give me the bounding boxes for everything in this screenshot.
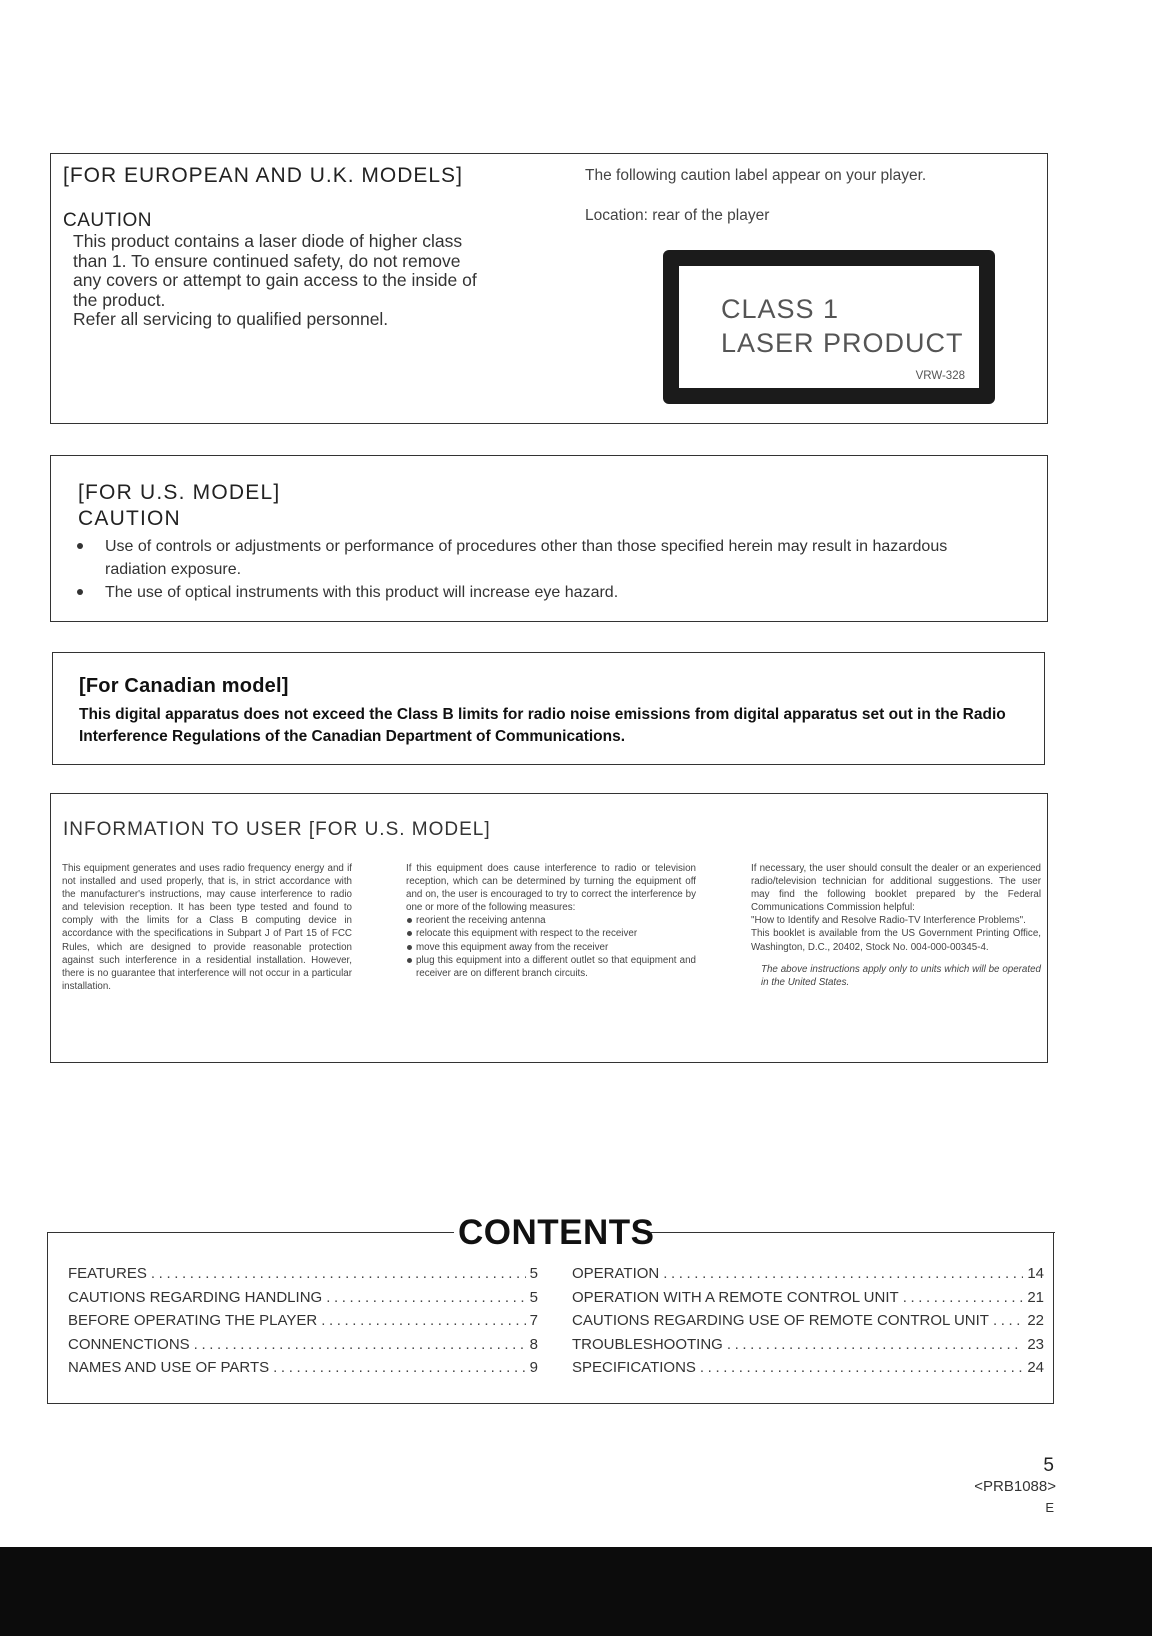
toc-entry[interactable]	[572, 1286, 1044, 1310]
us-caution-item-text: Use of controls or adjustments or performance of procedures other than those specified herein may result in hazardous radiation exposure.	[105, 538, 948, 578]
toc-entry-page: 21	[1027, 1288, 1044, 1306]
label-note: The following caution label appear on your player.	[585, 167, 927, 184]
info-column-1	[62, 862, 352, 993]
toc-entry-page: 24	[1027, 1359, 1044, 1376]
measure-item: move this equipment away from the receiver	[406, 941, 696, 954]
canadian-notice-text: This digital apparatus does not exceed the Class B limits for radio noise emissions from digital apparatus set out in the Radio Interference Regulations of the Canadian Department of Communications.	[79, 706, 1006, 745]
us-caution-item	[77, 535, 1007, 581]
laser-label-product: LASER PRODUCT	[721, 328, 964, 358]
document-code: <PRB1088>	[974, 1478, 1056, 1495]
info-column-3	[751, 862, 1041, 989]
us-caution-list	[77, 535, 1007, 604]
laser-label-code: VRW-328	[915, 370, 965, 382]
toc-leader	[321, 1309, 525, 1333]
laser-label-panel	[679, 266, 979, 388]
info-note: The above instructions apply only to units which will be operated in the United States.	[761, 963, 1041, 988]
toc-entry-label: TROUBLESHOOTING	[572, 1335, 723, 1353]
toc-entry[interactable]	[68, 1286, 538, 1310]
toc-entry-label: CAUTIONS REGARDING HANDLING	[68, 1288, 323, 1306]
toc-entry-page: 5	[529, 1265, 538, 1282]
toc-leader	[326, 1286, 525, 1310]
info-paragraph: If this equipment does cause interference to radio or television reception, which can be determined by turning the equipment off and on, the user is encouraged to try to correct the interference by one or more of the following measures:	[406, 863, 696, 914]
eu-caution-line: the product.	[73, 289, 166, 310]
toc-entry-label: FEATURES	[68, 1265, 147, 1282]
eu-section-title: [FOR EUROPEAN AND U.K. MODELS]	[63, 164, 463, 187]
toc-entry-page: 14	[1027, 1265, 1044, 1282]
us-model-box	[50, 455, 1048, 622]
toc-leader	[663, 1262, 1023, 1286]
toc-entry-page: 8	[529, 1335, 538, 1353]
toc-leader	[194, 1333, 526, 1357]
toc-left-column	[68, 1262, 538, 1380]
eu-uk-models-box	[50, 153, 1048, 424]
contents-box	[47, 1232, 1054, 1404]
page-number: 5	[1043, 1455, 1054, 1476]
measure-item: plug this equipment into a different outlet so that equipment and receiver are on different branch circuits.	[406, 954, 696, 980]
toc-entry[interactable]	[68, 1333, 538, 1357]
toc-entry-page: 9	[529, 1359, 538, 1376]
toc-leader	[903, 1286, 1024, 1310]
eu-caution-line: any covers or attempt to gain access to the inside of	[73, 270, 477, 290]
toc-leader	[273, 1356, 526, 1380]
eu-caution-line: This product contains a laser diode of higher class	[73, 231, 463, 251]
toc-entry-page: 23	[1027, 1335, 1044, 1353]
info-paragraph: If necessary, the user should consult the dealer or an experienced radio/television technician for additional suggestions. The user may find the following booklet prepared by the Federal Communications Commission helpful:	[751, 863, 1041, 914]
toc-entry-label: OPERATION	[572, 1265, 660, 1282]
toc-entry[interactable]	[68, 1262, 538, 1286]
canadian-section-title: [For Canadian model]	[79, 675, 289, 697]
eu-caution-line: Refer all servicing to qualified personnel.	[73, 309, 389, 329]
us-caution-item	[77, 581, 1007, 604]
measure-item: reorient the receiving antenna	[406, 914, 696, 927]
info-paragraph: "How to Identify and Resolve Radio-TV Interference Problems".	[751, 915, 1026, 927]
measure-item: relocate this equipment with respect to the receiver	[406, 927, 696, 940]
toc-entry-page: 5	[529, 1288, 538, 1306]
toc-leader	[151, 1262, 526, 1286]
canadian-model-box	[52, 652, 1045, 765]
label-location: Location: rear of the player	[585, 207, 770, 224]
toc-right-column	[572, 1262, 1044, 1380]
toc-entry[interactable]	[572, 1356, 1044, 1380]
toc-entry-label: CONNENCTIONS	[68, 1335, 190, 1353]
toc-entry-label: SPECIFICATIONS	[572, 1359, 696, 1376]
scan-edge-bar	[0, 1547, 1152, 1636]
toc-entry-label: OPERATION WITH A REMOTE CONTROL UNIT	[572, 1288, 899, 1306]
us-caution-item-text: The use of optical instruments with this product will increase eye hazard.	[105, 584, 619, 601]
us-caution-heading: CAUTION	[78, 507, 181, 530]
information-title: INFORMATION TO USER [FOR U.S. MODEL]	[63, 819, 491, 840]
toc-leader	[727, 1333, 1023, 1357]
us-section-title: [FOR U.S. MODEL]	[78, 481, 281, 504]
info-paragraph: This equipment generates and uses radio frequency energy and if not installed and used properly, that is, in strict accordance with the manufacturer's instructions, may cause interference to radio and television reception. It has been type tested and found to comply with the limits for a Class B computing device in accordance with the specifications in Subpart J of Part 15 of FCC Rules, which are designed to provide reasonable protection against such interference in a residential installation. However, there is no guarantee that interference will not occur in a particular installation.	[62, 863, 352, 992]
eu-caution-line: than 1. To ensure continued safety, do not remove	[73, 250, 461, 271]
toc-entry[interactable]	[572, 1262, 1044, 1286]
info-paragraph: This booklet is available from the US Government Printing Office, Washington, D.C., 20402, Stock No. 004-000-00345-4.	[751, 928, 1041, 953]
toc-entry-page: 22	[1027, 1312, 1044, 1329]
toc-entry-label: NAMES AND USE OF PARTS	[68, 1359, 270, 1376]
bullet-icon	[77, 543, 83, 549]
contents-title: CONTENTS	[458, 1213, 655, 1252]
info-column-2	[406, 862, 696, 980]
language-code: E	[1045, 1500, 1054, 1515]
laser-class-label	[663, 250, 995, 404]
toc-entry[interactable]	[68, 1309, 538, 1333]
toc-entry-label: BEFORE OPERATING THE PLAYER	[68, 1312, 318, 1329]
laser-label-class: CLASS 1	[721, 294, 840, 324]
toc-entry[interactable]	[572, 1333, 1044, 1357]
toc-leader	[700, 1356, 1023, 1380]
toc-entry[interactable]	[68, 1356, 538, 1380]
eu-caution-heading: CAUTION	[63, 210, 152, 231]
toc-entry-label: CAUTIONS REGARDING USE OF REMOTE CONTROL UNIT	[572, 1312, 989, 1329]
toc-entry-page: 7	[529, 1312, 538, 1329]
bullet-icon	[77, 589, 83, 595]
eu-caution-text	[73, 232, 533, 330]
toc-entry[interactable]	[572, 1309, 1044, 1333]
information-to-user-box	[50, 793, 1048, 1063]
toc-leader	[993, 1309, 1023, 1333]
